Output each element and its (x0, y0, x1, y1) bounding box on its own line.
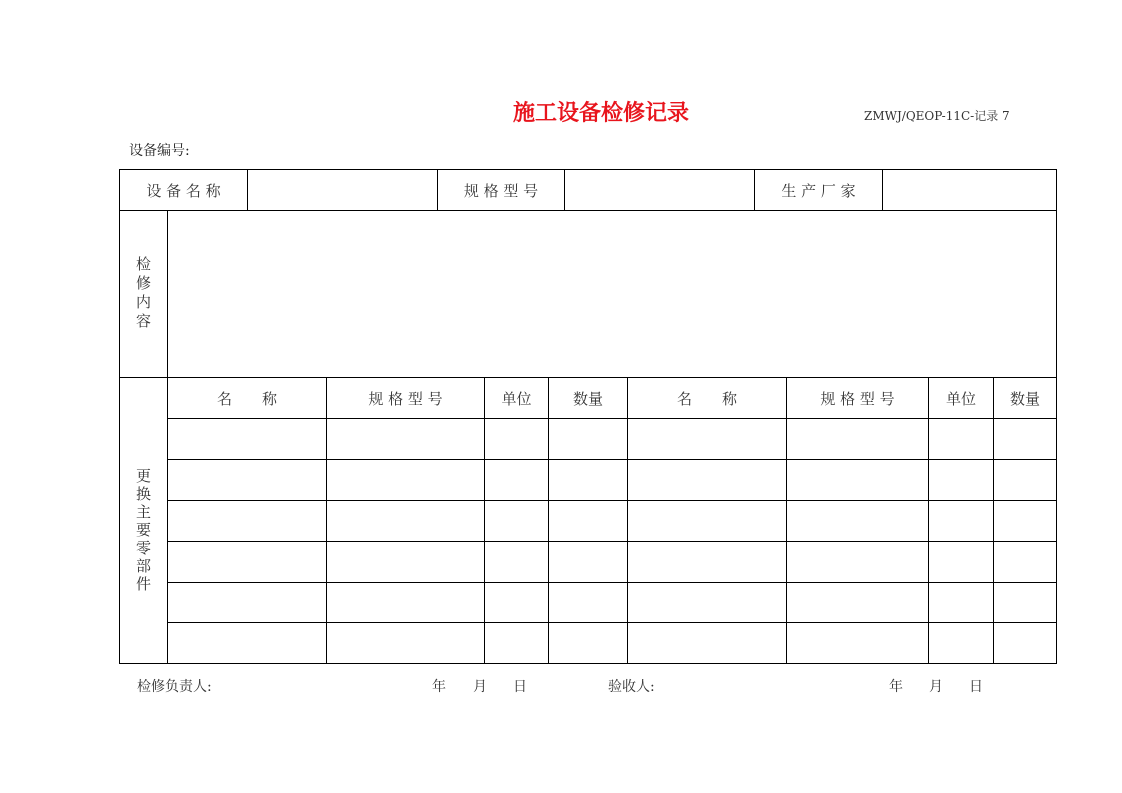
part-spec-cell[interactable] (787, 623, 928, 663)
part-name-cell[interactable] (628, 501, 786, 541)
manufacturer-label: 生 产 厂 家 (781, 181, 856, 200)
spec-model-field[interactable] (565, 170, 754, 210)
manufacturer-field[interactable] (883, 170, 1056, 210)
date1-year-label: 年 (432, 679, 446, 695)
date1-month-label: 月 (473, 679, 487, 695)
part-qty-cell[interactable] (994, 583, 1056, 622)
date2-month-label: 月 (929, 679, 943, 695)
form-code: ZMWJ/QEOP-11C-记录 7 (864, 109, 1010, 123)
date2-day-label: 日 (969, 679, 983, 695)
part-name-cell[interactable] (628, 419, 786, 459)
device-number-label: 设备编号: (129, 143, 190, 159)
maintenance-content-field[interactable] (168, 211, 1056, 377)
col-header-qty-2: 数量 (1009, 389, 1040, 408)
part-qty-cell[interactable] (549, 501, 627, 541)
part-name-cell[interactable] (168, 460, 326, 500)
part-spec-cell[interactable] (327, 419, 484, 459)
col-header-unit-2: 单位 (945, 389, 976, 408)
maintenance-content-label: 检修内容 (134, 256, 152, 332)
part-unit-cell[interactable] (485, 460, 548, 500)
part-name-cell[interactable] (628, 542, 786, 582)
part-spec-cell[interactable] (787, 501, 928, 541)
part-name-cell[interactable] (168, 542, 326, 582)
part-qty-cell[interactable] (994, 623, 1056, 663)
part-name-cell[interactable] (628, 460, 786, 500)
part-spec-cell[interactable] (787, 542, 928, 582)
part-name-cell[interactable] (168, 501, 326, 541)
part-qty-cell[interactable] (994, 460, 1056, 500)
part-unit-cell[interactable] (485, 542, 548, 582)
part-name-cell[interactable] (168, 623, 326, 663)
part-unit-cell[interactable] (485, 501, 548, 541)
part-qty-cell[interactable] (549, 542, 627, 582)
responsible-person-label: 检修负责人: (137, 679, 212, 695)
page-title: 施工设备检修记录 (512, 101, 689, 126)
col-header-spec-2: 规 格 型 号 (820, 389, 895, 408)
part-spec-cell[interactable] (787, 419, 928, 459)
part-unit-cell[interactable] (485, 419, 548, 459)
col-header-unit-1: 单位 (501, 389, 532, 408)
part-unit-cell[interactable] (929, 623, 993, 663)
col-header-qty-1: 数量 (572, 389, 603, 408)
col-header-name-1: 名 称 (216, 389, 277, 408)
part-spec-cell[interactable] (327, 542, 484, 582)
part-unit-cell[interactable] (485, 623, 548, 663)
part-spec-cell[interactable] (327, 623, 484, 663)
col-header-name-2: 名 称 (676, 389, 737, 408)
maintenance-content-label-cell (120, 211, 167, 377)
replaced-parts-label-cell (120, 378, 167, 663)
part-qty-cell[interactable] (549, 623, 627, 663)
part-unit-cell[interactable] (929, 542, 993, 582)
part-qty-cell[interactable] (994, 419, 1056, 459)
part-qty-cell[interactable] (549, 583, 627, 622)
device-name-label: 设 备 名 称 (146, 181, 221, 200)
part-spec-cell[interactable] (327, 583, 484, 622)
part-name-cell[interactable] (168, 583, 326, 622)
date2-year-label: 年 (889, 679, 903, 695)
part-spec-cell[interactable] (327, 501, 484, 541)
part-spec-cell[interactable] (787, 460, 928, 500)
date1-day-label: 日 (513, 679, 527, 695)
part-qty-cell[interactable] (994, 501, 1056, 541)
replaced-parts-label: 更换主要零部件 (134, 467, 152, 594)
part-qty-cell[interactable] (994, 542, 1056, 582)
part-spec-cell[interactable] (787, 583, 928, 622)
part-name-cell[interactable] (628, 623, 786, 663)
part-unit-cell[interactable] (929, 583, 993, 622)
part-unit-cell[interactable] (929, 419, 993, 459)
part-unit-cell[interactable] (929, 460, 993, 500)
part-name-cell[interactable] (628, 583, 786, 622)
spec-model-label: 规 格 型 号 (463, 181, 539, 200)
device-name-field[interactable] (248, 170, 437, 210)
col-header-spec-1: 规 格 型 号 (368, 389, 443, 408)
acceptor-label: 验收人: (608, 679, 655, 695)
part-name-cell[interactable] (168, 419, 326, 459)
part-qty-cell[interactable] (549, 460, 627, 500)
part-unit-cell[interactable] (485, 583, 548, 622)
part-spec-cell[interactable] (327, 460, 484, 500)
part-unit-cell[interactable] (929, 501, 993, 541)
part-qty-cell[interactable] (549, 419, 627, 459)
